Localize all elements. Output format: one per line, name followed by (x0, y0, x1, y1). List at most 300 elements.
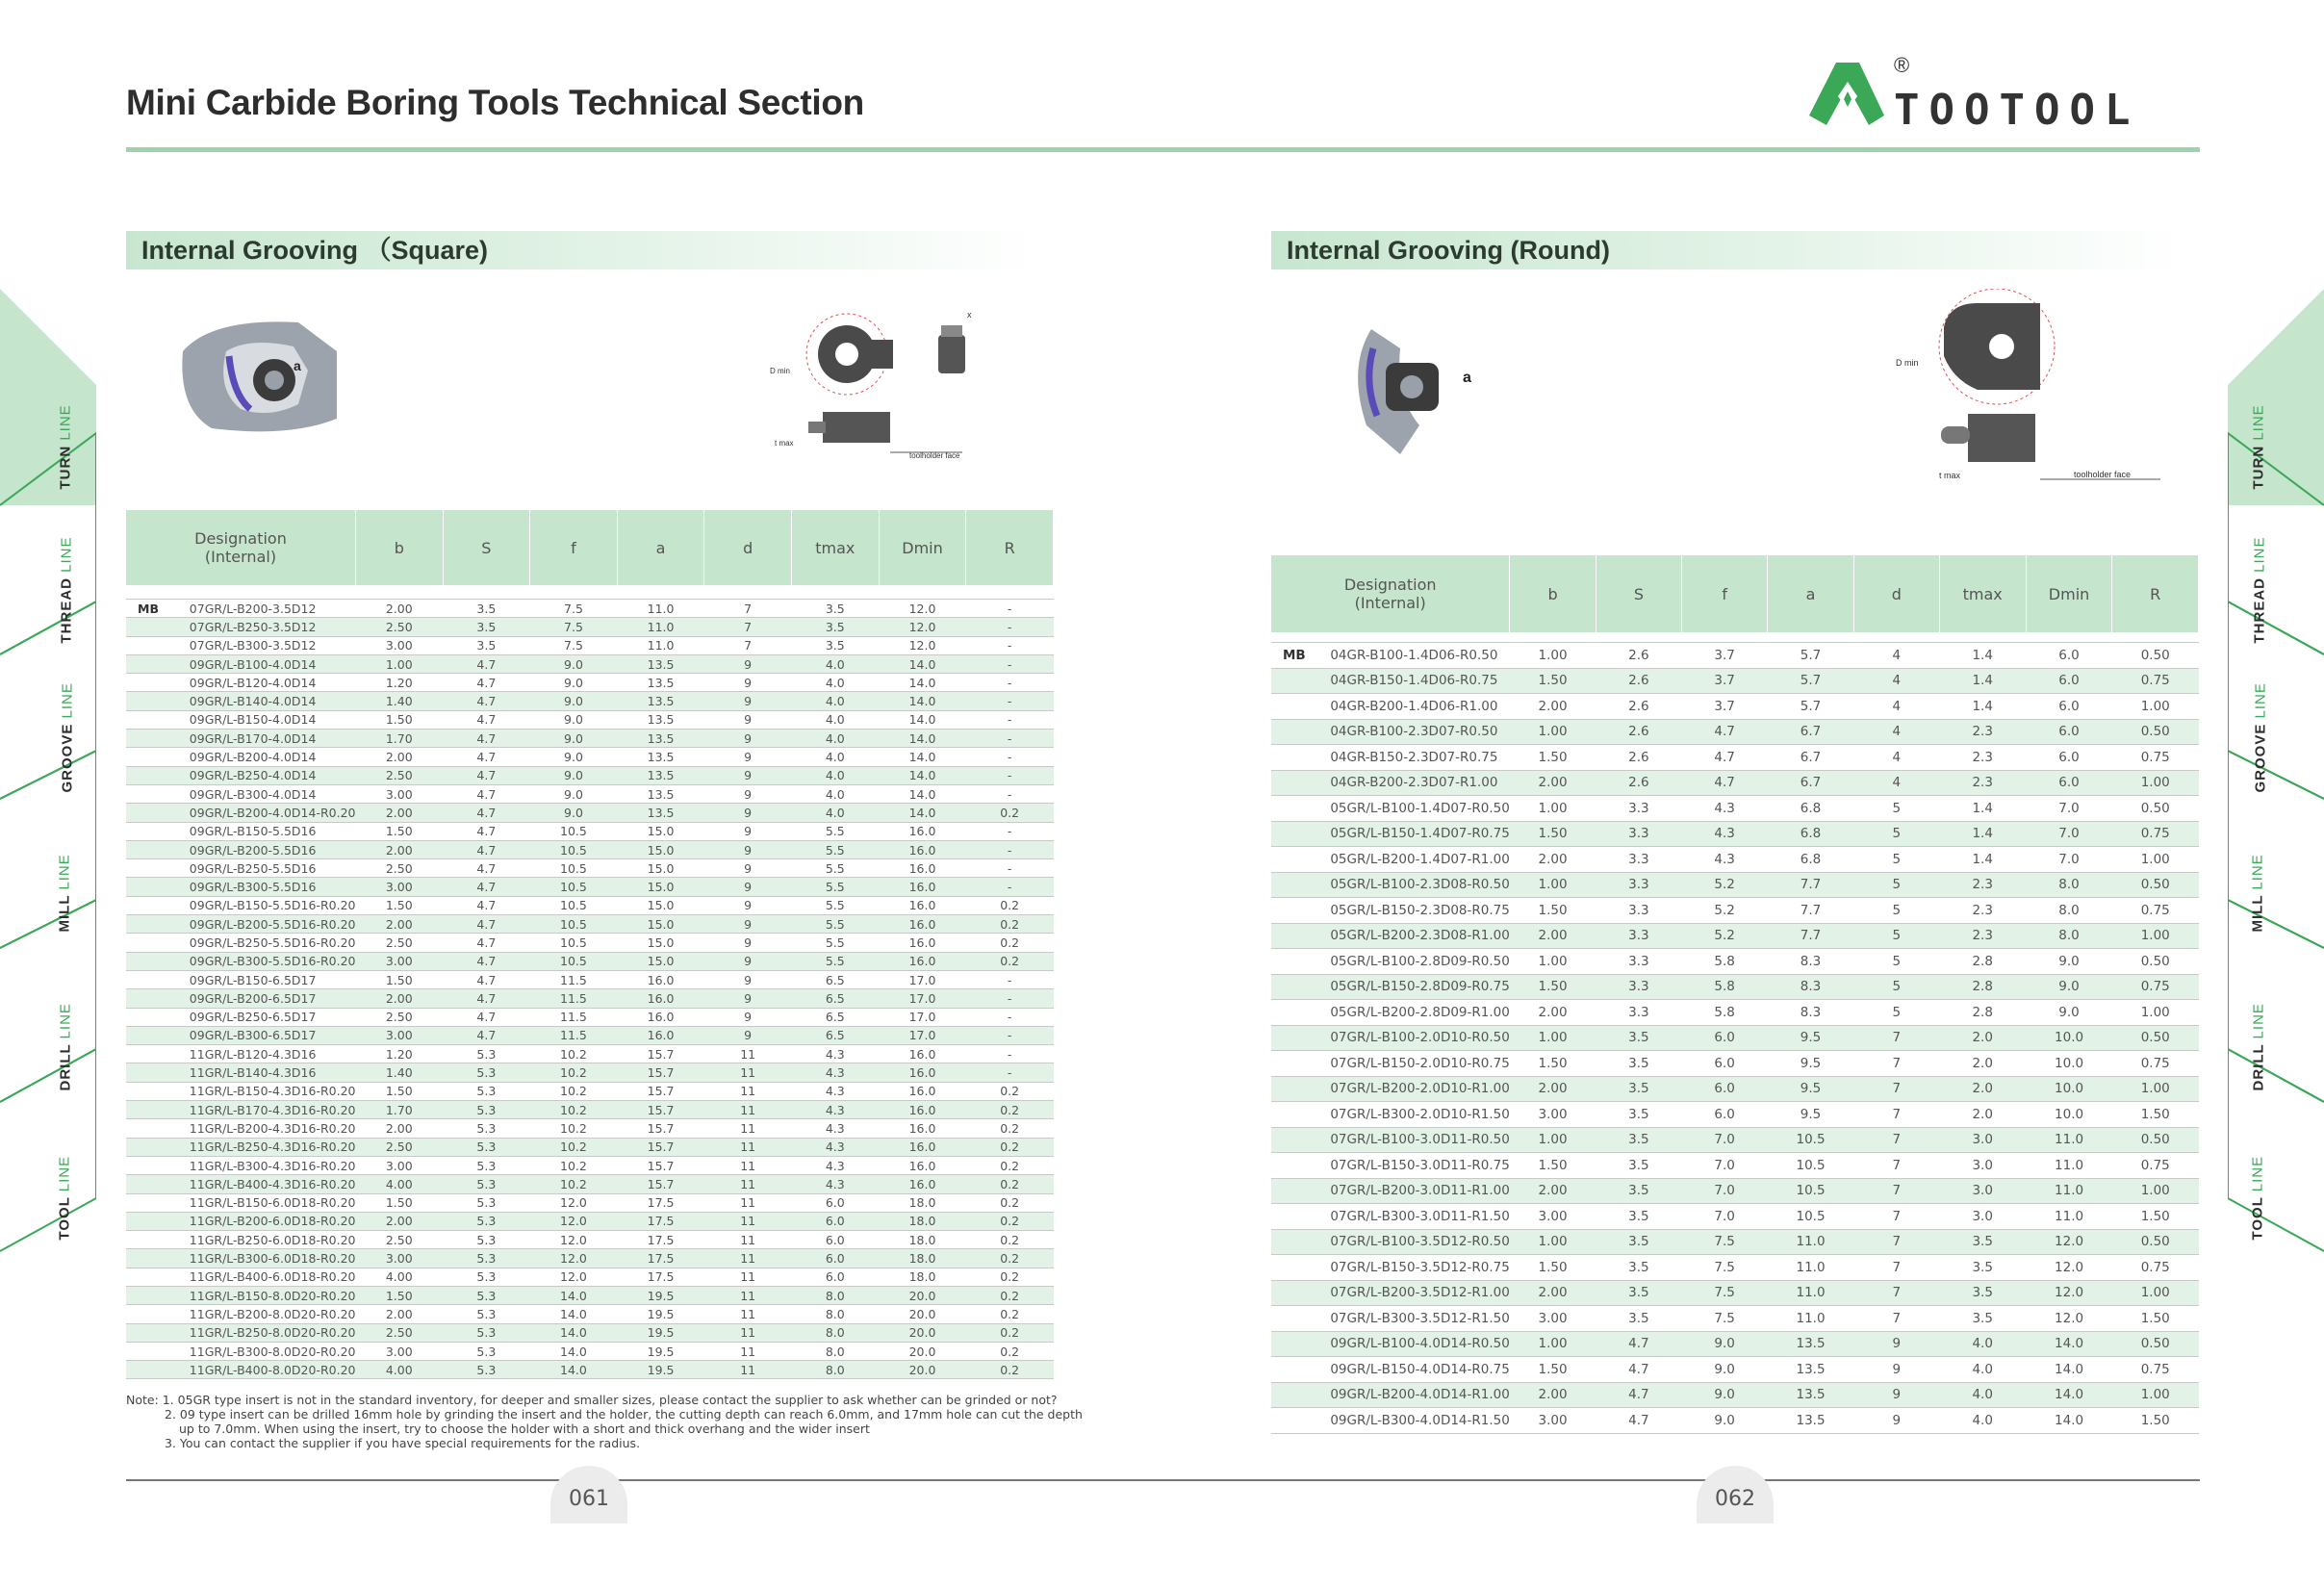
value-cell: 9.0 (1682, 1331, 1768, 1357)
row-prefix (126, 1361, 190, 1379)
value-cell: 4.7 (443, 710, 530, 729)
value-cell: 15.7 (617, 1138, 704, 1156)
value-cell: 5.3 (443, 1249, 530, 1268)
designation-cell: 11GR/L-B170-4.3D16-R0.20 (190, 1101, 356, 1119)
tab-drill-line[interactable]: DRILL LINE (57, 1003, 74, 1091)
value-cell: 3.00 (1510, 1204, 1596, 1230)
tab-drill-line-right[interactable]: DRILL LINE (2250, 1003, 2267, 1091)
value-cell: 7 (1853, 1025, 1939, 1051)
designation-cell: 11GR/L-B140-4.3D16 (190, 1063, 356, 1082)
table-row (126, 1101, 1054, 1119)
value-cell: 11.0 (1768, 1229, 1853, 1255)
value-cell: 13.5 (617, 654, 704, 673)
value-cell: 16.0 (879, 840, 966, 858)
value-cell: 5.8 (1682, 974, 1768, 1000)
designation-cell: 05GR/L-B200-1.4D07-R1.00 (1330, 847, 1510, 873)
value-cell: 16.0 (617, 1026, 704, 1044)
value-cell: 9.0 (530, 654, 618, 673)
tab-tool-line[interactable]: TOOL LINE (56, 1155, 73, 1241)
value-cell: 6.5 (791, 1026, 879, 1044)
value-cell: 7.5 (1682, 1280, 1768, 1306)
value-cell: 4.7 (443, 915, 530, 934)
value-cell: 8.0 (791, 1286, 879, 1304)
row-prefix (1271, 1000, 1330, 1026)
value-cell: 16.0 (879, 878, 966, 896)
value-cell: 4 (1853, 745, 1939, 771)
designation-cell: 11GR/L-B150-6.0D18-R0.20 (190, 1193, 356, 1212)
section-title-round: Internal Grooving (Round) (1287, 236, 1610, 265)
tab-tool-line-right[interactable]: TOOL LINE (2249, 1155, 2266, 1241)
value-cell: 6.0 (2026, 668, 2112, 694)
value-cell: 9 (704, 730, 792, 748)
value-cell: 7 (1853, 1153, 1939, 1179)
value-cell: 5.3 (443, 1342, 530, 1360)
value-cell: 8.0 (2026, 872, 2112, 898)
value-cell: 7 (1853, 1280, 1939, 1306)
value-cell: 11.0 (2026, 1153, 2112, 1179)
table-row (1271, 1331, 2199, 1357)
value-cell: 10.5 (1768, 1178, 1853, 1204)
designation-cell: 09GR/L-B300-6.5D17 (190, 1026, 356, 1044)
value-cell: 16.0 (879, 1119, 966, 1138)
value-cell: 0.50 (2112, 949, 2199, 975)
value-cell: 11 (704, 1063, 792, 1082)
value-cell: 2.6 (1596, 770, 1681, 796)
value-cell: 4.3 (791, 1045, 879, 1063)
designation-cell: 11GR/L-B250-4.3D16-R0.20 (190, 1138, 356, 1156)
value-cell: 5.3 (443, 1305, 530, 1323)
value-cell: 2.3 (1939, 872, 2026, 898)
value-cell: 1.50 (1510, 668, 1596, 694)
value-cell: 9.0 (2026, 949, 2112, 975)
designation-cell: 09GR/L-B300-5.5D16-R0.20 (190, 952, 356, 970)
value-cell: 1.00 (2112, 1076, 2199, 1102)
value-cell: 2.6 (1596, 668, 1681, 694)
designation-cell: 04GR-B100-1.4D06-R0.50 (1330, 643, 1510, 669)
designation-cell: 09GR/L-B200-5.5D16 (190, 840, 356, 858)
value-cell: 3.3 (1596, 796, 1681, 822)
value-cell: 3.3 (1596, 821, 1681, 847)
value-cell: 0.2 (966, 804, 1054, 822)
table-row (126, 878, 1054, 896)
value-cell: 1.50 (1510, 1153, 1596, 1179)
value-cell: 4.7 (1596, 1382, 1681, 1408)
designation-cell: 07GR/L-B100-2.0D10-R0.50 (1330, 1025, 1510, 1051)
row-prefix (126, 692, 190, 710)
table-row (1271, 1357, 2199, 1383)
value-cell: 7 (1853, 1178, 1939, 1204)
value-cell: 6.0 (791, 1193, 879, 1212)
value-cell: 3.0 (1939, 1178, 2026, 1204)
value-cell: 1.50 (1510, 898, 1596, 924)
value-cell: 11.0 (617, 600, 704, 618)
value-cell: 11 (704, 1361, 792, 1379)
svg-text:x: x (967, 310, 972, 320)
designation-cell: 07GR/L-B200-3.5D12 (190, 600, 356, 618)
value-cell: 8.0 (791, 1323, 879, 1342)
row-prefix (1271, 1204, 1330, 1230)
value-cell: 9.0 (530, 748, 618, 766)
value-cell: 9.0 (530, 674, 618, 692)
value-cell: 6.0 (2026, 770, 2112, 796)
designation-cell: 09GR/L-B120-4.0D14 (190, 674, 356, 692)
table-row (1271, 1408, 2199, 1434)
row-prefix (1271, 745, 1330, 771)
value-cell: 11 (704, 1231, 792, 1249)
value-cell: 11.5 (530, 1026, 618, 1044)
value-cell: 0.75 (2112, 898, 2199, 924)
value-cell: 11 (704, 1323, 792, 1342)
value-cell: 3.3 (1596, 898, 1681, 924)
value-cell: 5.3 (443, 1063, 530, 1082)
table-row (1271, 1204, 2199, 1230)
value-cell: - (966, 822, 1054, 840)
table-row (126, 1286, 1054, 1304)
value-cell: 14.0 (530, 1305, 618, 1323)
tab-thread-line-right[interactable]: THREAD LINE (2251, 536, 2268, 644)
row-prefix (1271, 1102, 1330, 1128)
section-header-round (1271, 231, 2181, 269)
row-prefix (126, 970, 190, 988)
designation-cell: 07GR/L-B150-2.0D10-R0.75 (1330, 1051, 1510, 1077)
value-cell: 14.0 (530, 1342, 618, 1360)
note-line: 2. 09 type insert can be drilled 16mm hole by grinding the insert and the holder, the cutting depth can reach 6.0mm, and 17mm hole can cut the depth (165, 1407, 1083, 1422)
value-cell: 19.5 (617, 1342, 704, 1360)
round-grooving-3d-illustration (1342, 310, 1496, 464)
value-cell: 4.7 (443, 896, 530, 914)
table-row (1271, 1255, 2199, 1281)
row-prefix (126, 989, 190, 1008)
table-row (126, 1175, 1054, 1193)
table-row (1271, 1127, 2199, 1153)
value-cell: 10.2 (530, 1082, 618, 1100)
value-cell: 12.0 (2026, 1229, 2112, 1255)
designation-cell: 11GR/L-B250-6.0D18-R0.20 (190, 1231, 356, 1249)
value-cell: 4.7 (443, 692, 530, 710)
table-row (1271, 1076, 2199, 1102)
value-cell: 7 (1853, 1102, 1939, 1128)
value-cell: 15.0 (617, 896, 704, 914)
table-row (1271, 643, 2199, 669)
value-cell: 0.2 (966, 1268, 1054, 1286)
row-prefix (126, 822, 190, 840)
row-prefix (126, 710, 190, 729)
designation-cell: 11GR/L-B400-6.0D18-R0.20 (190, 1268, 356, 1286)
value-cell: 10.5 (1768, 1204, 1853, 1230)
value-cell: 1.00 (1510, 796, 1596, 822)
value-cell: 3.00 (355, 1026, 443, 1044)
value-cell: 11.5 (530, 970, 618, 988)
value-cell: 6.0 (1682, 1076, 1768, 1102)
row-prefix (126, 618, 190, 636)
value-cell: 11 (704, 1268, 792, 1286)
row-prefix (1271, 796, 1330, 822)
tab-mill-line-right[interactable]: MILL LINE (2249, 854, 2266, 933)
table-row (1271, 847, 2199, 873)
value-cell: 1.4 (1939, 847, 2026, 873)
value-cell: 6.7 (1768, 719, 1853, 745)
tab-mill-line[interactable]: MILL LINE (56, 854, 73, 933)
value-cell: 1.50 (355, 822, 443, 840)
tab-groove-line-right[interactable]: GROOVE LINE (2252, 682, 2269, 793)
value-cell: 1.00 (2112, 770, 2199, 796)
value-cell: 17.5 (617, 1231, 704, 1249)
value-cell: 4 (1853, 770, 1939, 796)
row-prefix (126, 952, 190, 970)
value-cell: 5.3 (443, 1361, 530, 1379)
value-cell: - (966, 600, 1054, 618)
boring-workpiece-icon (173, 313, 346, 443)
value-cell: 11 (704, 1342, 792, 1360)
value-cell: 5.8 (1682, 949, 1768, 975)
value-cell: 9 (704, 859, 792, 878)
value-cell: 5.3 (443, 1323, 530, 1342)
value-cell: 15.7 (617, 1156, 704, 1174)
value-cell: 12.0 (530, 1249, 618, 1268)
value-cell: 4.0 (791, 674, 879, 692)
value-cell: 5 (1853, 923, 1939, 949)
value-cell: 6.0 (791, 1268, 879, 1286)
value-cell: - (966, 692, 1054, 710)
value-cell: 7.5 (1682, 1229, 1768, 1255)
table-row (126, 896, 1054, 914)
designation-cell: 05GR/L-B200-2.3D08-R1.00 (1330, 923, 1510, 949)
designation-cell: 07GR/L-B100-3.5D12-R0.50 (1330, 1229, 1510, 1255)
value-cell: - (966, 730, 1054, 748)
value-cell: 5.2 (1682, 872, 1768, 898)
value-cell: 7.5 (530, 618, 618, 636)
tab-groove-line[interactable]: GROOVE LINE (59, 682, 76, 793)
table-row (1271, 1000, 2199, 1026)
value-cell: 0.50 (2112, 872, 2199, 898)
value-cell: 3.5 (1596, 1306, 1681, 1332)
value-cell: 3.5 (1596, 1178, 1681, 1204)
value-cell: 5.3 (443, 1268, 530, 1286)
row-prefix (1271, 1306, 1330, 1332)
value-cell: 15.7 (617, 1101, 704, 1119)
value-cell: 5.5 (791, 934, 879, 952)
value-cell: 2.6 (1596, 694, 1681, 720)
value-cell: 4.7 (443, 840, 530, 858)
col-designation: Designation (Internal) (126, 510, 355, 585)
value-cell: 4.7 (443, 952, 530, 970)
value-cell: 0.2 (966, 952, 1054, 970)
table-row (1271, 719, 2199, 745)
value-cell: 5.3 (443, 1231, 530, 1249)
value-cell: 9 (704, 748, 792, 766)
value-cell: 13.5 (1768, 1382, 1853, 1408)
value-cell: 3.00 (355, 1156, 443, 1174)
designation-cell: 09GR/L-B100-4.0D14-R0.50 (1330, 1331, 1510, 1357)
value-cell: 3.0 (1939, 1127, 2026, 1153)
value-cell: 5.5 (791, 915, 879, 934)
col-b: b (1510, 555, 1596, 632)
value-cell: 1.00 (1510, 643, 1596, 669)
value-cell: 3.00 (1510, 1408, 1596, 1434)
row-prefix (1271, 1229, 1330, 1255)
value-cell: 0.50 (2112, 796, 2199, 822)
value-cell: 2.00 (1510, 1280, 1596, 1306)
value-cell: 6.5 (791, 1008, 879, 1026)
value-cell: 13.5 (617, 804, 704, 822)
value-cell: 5.7 (1768, 643, 1853, 669)
value-cell: 1.00 (2112, 1000, 2199, 1026)
table-row (126, 970, 1054, 988)
value-cell: 3.5 (1596, 1102, 1681, 1128)
value-cell: 4.7 (443, 804, 530, 822)
value-cell: 3.0 (1939, 1153, 2026, 1179)
value-cell: - (966, 654, 1054, 673)
svg-text:t max: t max (775, 439, 794, 448)
value-cell: 16.0 (879, 1063, 966, 1082)
row-prefix (126, 784, 190, 803)
value-cell: 16.0 (879, 1082, 966, 1100)
value-cell: 4 (1853, 643, 1939, 669)
value-cell: 0.75 (2112, 821, 2199, 847)
designation-cell: 09GR/L-B250-5.5D16 (190, 859, 356, 878)
designation-cell: 11GR/L-B120-4.3D16 (190, 1045, 356, 1063)
table-row (126, 804, 1054, 822)
value-cell: 4.7 (443, 1026, 530, 1044)
brand-name: TOOTOOL (1894, 86, 2140, 135)
tab-turn-line[interactable]: TURN LINE (57, 404, 74, 490)
value-cell: 10.5 (530, 840, 618, 858)
value-cell: 4.0 (791, 730, 879, 748)
value-cell: 4.7 (1682, 770, 1768, 796)
col-s: S (1596, 555, 1681, 632)
value-cell: 4.7 (443, 784, 530, 803)
value-cell: 12.0 (2026, 1280, 2112, 1306)
row-prefix (1271, 1127, 1330, 1153)
value-cell: 6.0 (1682, 1051, 1768, 1077)
designation-cell: 07GR/L-B200-3.5D12-R1.00 (1330, 1280, 1510, 1306)
value-cell: 3.5 (1596, 1025, 1681, 1051)
value-cell: 11.0 (2026, 1127, 2112, 1153)
value-cell: 4.3 (791, 1156, 879, 1174)
row-prefix (1271, 1153, 1330, 1179)
value-cell: 16.0 (879, 859, 966, 878)
value-cell: 20.0 (879, 1323, 966, 1342)
value-cell: 15.0 (617, 840, 704, 858)
row-prefix (126, 1342, 190, 1360)
value-cell: 9 (704, 840, 792, 858)
value-cell: 3.00 (355, 952, 443, 970)
value-cell: 16.0 (879, 934, 966, 952)
value-cell: 4.3 (791, 1063, 879, 1082)
table-row (126, 1026, 1054, 1044)
row-prefix (126, 1286, 190, 1304)
value-cell: 2.00 (1510, 1000, 1596, 1026)
value-cell: 15.7 (617, 1119, 704, 1138)
value-cell: 1.4 (1939, 668, 2026, 694)
value-cell: 9 (704, 784, 792, 803)
value-cell: 7.0 (2026, 821, 2112, 847)
value-cell: 4.7 (1682, 719, 1768, 745)
col-a: a (617, 510, 704, 585)
row-prefix (1271, 694, 1330, 720)
value-cell: 11 (704, 1212, 792, 1230)
value-cell: 10.0 (2026, 1076, 2112, 1102)
tab-turn-line-right[interactable]: TURN LINE (2250, 404, 2267, 490)
designation-cell: 04GR-B150-2.3D07-R0.75 (1330, 745, 1510, 771)
svg-text:D min: D min (1896, 358, 1919, 368)
value-cell: 1.00 (1510, 1127, 1596, 1153)
col-tmax: tmax (1939, 555, 2026, 632)
svg-text:D min: D min (770, 367, 790, 375)
value-cell: 5.3 (443, 1193, 530, 1212)
value-cell: 14.0 (2026, 1357, 2112, 1383)
row-prefix (1271, 1255, 1330, 1281)
value-cell: - (966, 674, 1054, 692)
row-prefix (126, 1305, 190, 1323)
table-row (1271, 1051, 2199, 1077)
value-cell: 12.0 (530, 1193, 618, 1212)
value-cell: 14.0 (2026, 1382, 2112, 1408)
value-cell: 4.7 (443, 878, 530, 896)
value-cell: 20.0 (879, 1286, 966, 1304)
value-cell: 11.0 (617, 636, 704, 654)
value-cell: 11 (704, 1138, 792, 1156)
value-cell: 3.00 (1510, 1306, 1596, 1332)
value-cell: 2.00 (1510, 1382, 1596, 1408)
value-cell: 17.0 (879, 989, 966, 1008)
value-cell: 7 (1853, 1127, 1939, 1153)
tab-thread-line[interactable]: THREAD LINE (58, 536, 75, 644)
value-cell: 17.5 (617, 1268, 704, 1286)
value-cell: 1.70 (355, 1101, 443, 1119)
value-cell: 2.3 (1939, 898, 2026, 924)
value-cell: 14.0 (2026, 1331, 2112, 1357)
footer-divider (126, 1479, 2200, 1481)
value-cell: 9.5 (1768, 1076, 1853, 1102)
value-cell: 7.7 (1768, 898, 1853, 924)
value-cell: 10.2 (530, 1156, 618, 1174)
value-cell: 5.3 (443, 1045, 530, 1063)
value-cell: 0.50 (2112, 1331, 2199, 1357)
value-cell: 3.5 (1939, 1255, 2026, 1281)
table-row (1271, 1102, 2199, 1128)
value-cell: 5.7 (1768, 668, 1853, 694)
value-cell: 5.3 (443, 1212, 530, 1230)
value-cell: 3.00 (355, 878, 443, 896)
value-cell: 11 (704, 1286, 792, 1304)
value-cell: 4.7 (443, 822, 530, 840)
value-cell: 3.7 (1682, 643, 1768, 669)
value-cell: 1.40 (355, 692, 443, 710)
row-prefix: MB (1271, 643, 1330, 669)
value-cell: - (966, 1045, 1054, 1063)
value-cell: 4.7 (1596, 1357, 1681, 1383)
row-prefix (126, 1045, 190, 1063)
table-row (1271, 694, 2199, 720)
value-cell: 5 (1853, 821, 1939, 847)
value-cell: 10.5 (530, 896, 618, 914)
value-cell: 2.50 (355, 934, 443, 952)
value-cell: 3.5 (1939, 1229, 2026, 1255)
value-cell: 2.00 (355, 840, 443, 858)
value-cell: 3.00 (355, 1249, 443, 1268)
value-cell: 3.3 (1596, 872, 1681, 898)
value-cell: 1.00 (2112, 1280, 2199, 1306)
table-header-row (1271, 555, 2199, 632)
value-cell: 18.0 (879, 1268, 966, 1286)
value-cell: 8.0 (791, 1342, 879, 1360)
value-cell: 4.3 (791, 1138, 879, 1156)
value-cell: 11 (704, 1082, 792, 1100)
value-cell: 3.0 (1939, 1204, 2026, 1230)
value-cell: 3.5 (1596, 1229, 1681, 1255)
value-cell: 1.20 (355, 1045, 443, 1063)
